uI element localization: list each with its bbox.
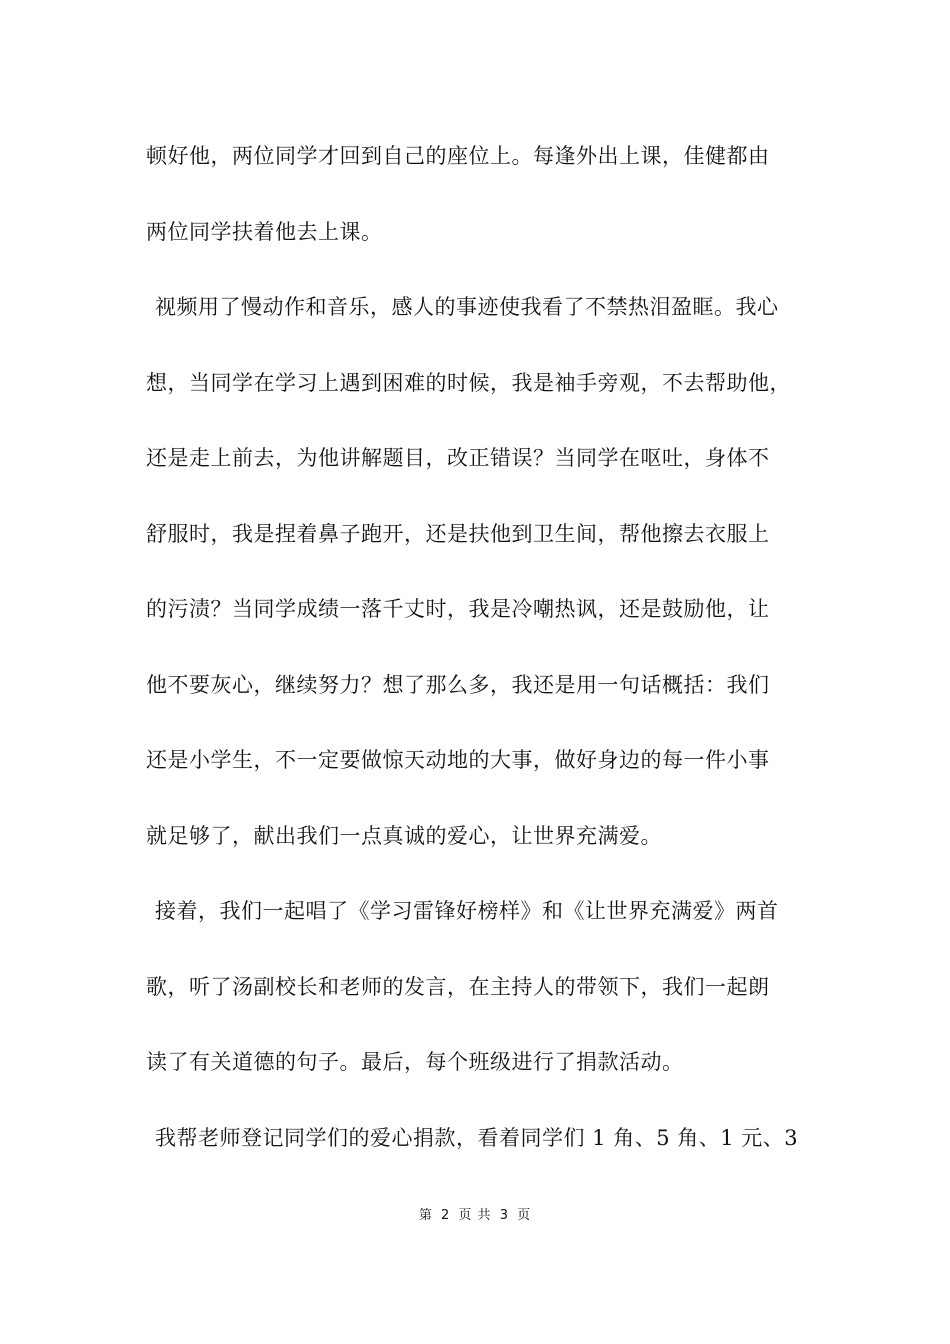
current-page-number: 2 xyxy=(441,1208,451,1223)
text-line-3: 视频用了慢动作和音乐，感人的事迹使我看了不禁热泪盈眶。我心 xyxy=(155,295,779,319)
footer-suffix: 页 xyxy=(517,1208,532,1223)
text-line-13: 读了有关道德的句子。最后，每个班级进行了捐款活动。 xyxy=(146,1050,684,1074)
text-line-12: 歌，听了汤副校长和老师的发言，在主持人的带领下，我们一起朗 xyxy=(146,974,770,999)
page-footer xyxy=(0,1206,950,1226)
text-line-14: 我帮老师登记同学们的爱心捐款，看着同学们 1 角、5 角、1 元、3 xyxy=(155,1125,799,1150)
text-line-10: 就足够了，献出我们一点真诚的爱心，让世界充满爱。 xyxy=(146,823,662,848)
text-line-8: 他不要灰心，继续努力？想了那么多，我还是用一句话概括：我们 xyxy=(146,672,770,697)
total-pages-number: 3 xyxy=(499,1208,509,1223)
text-line-4: 想，当同学在学习上遇到困难的时候，我是袖手旁观，不去帮助他， xyxy=(146,370,791,395)
text-line-5: 还是走上前去，为他讲解题目，改正错误？当同学在呕吐，身体不 xyxy=(146,446,770,470)
text-line-6: 舒服时，我是捏着鼻子跑开，还是扶他到卫生间，帮他擦去衣服上 xyxy=(146,521,770,546)
body-text xyxy=(146,131,836,1188)
text-line-11: 接着，我们一起唱了《学习雷锋好榜样》和《让世界充满爱》两首 xyxy=(155,899,779,923)
text-line-1: 顿好他，两位同学才回到自己的座位上。每逢外出上课，佳健都由 xyxy=(146,144,770,168)
footer-middle: 页 共 xyxy=(458,1208,492,1223)
footer-prefix: 第 xyxy=(418,1208,433,1223)
text-line-9: 还是小学生，不一定要做惊天动地的大事，做好身边的每一件小事 xyxy=(146,748,770,772)
text-line-2: 两位同学扶着他去上课。 xyxy=(146,219,383,244)
text-line-7: 的污渍？当同学成绩一落千丈时，我是冷嘲热讽，还是鼓励他，让 xyxy=(146,597,770,621)
